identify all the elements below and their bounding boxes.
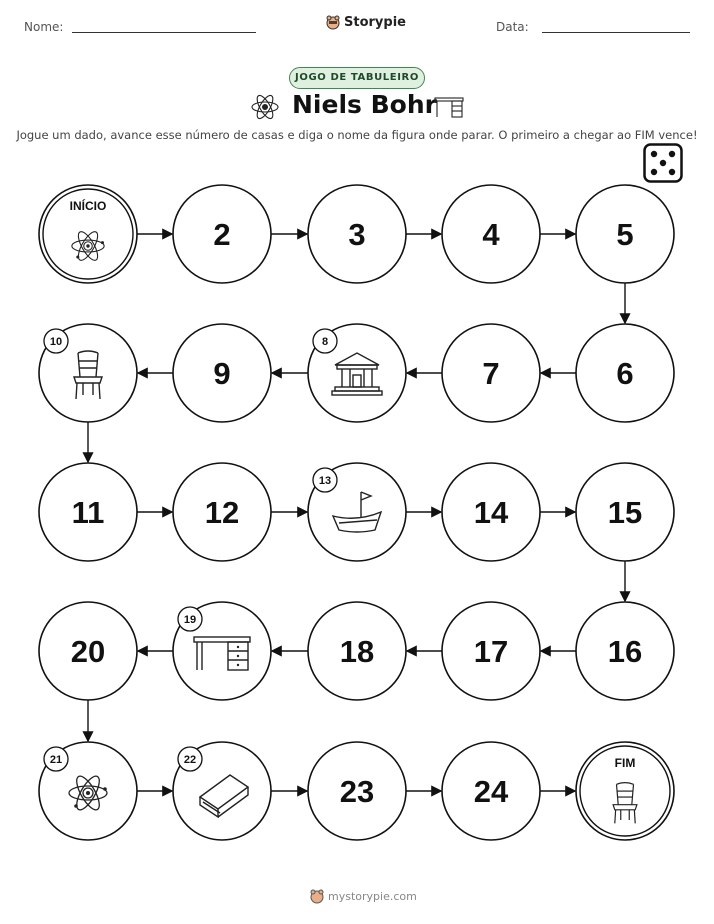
bear-icon (310, 888, 324, 904)
cell-number: 22 (183, 754, 197, 766)
cell-number: 19 (183, 614, 197, 626)
cell-number: 24 (473, 774, 509, 809)
cell-number: 12 (204, 495, 240, 530)
start-label: INÍCIO (69, 199, 107, 213)
board-cell-23[interactable] (308, 742, 406, 840)
cell-number: 4 (482, 217, 500, 252)
cell-number: 16 (607, 634, 643, 669)
cell-number: 23 (339, 774, 375, 809)
cell-number: 14 (473, 495, 509, 530)
board-cell-25[interactable] (576, 742, 674, 840)
board-cell-12[interactable] (173, 463, 271, 561)
name-label: Nome: (24, 20, 64, 34)
board-cell-16[interactable] (576, 602, 674, 700)
game-type-badge: JOGO DE TABULEIRO (289, 67, 425, 89)
board-cell-13[interactable] (308, 463, 406, 561)
board-cell-18[interactable] (308, 602, 406, 700)
cell-number: 7 (482, 356, 500, 391)
board-cell-11[interactable] (39, 463, 137, 561)
cell-number: 10 (49, 336, 63, 348)
cell-number: 21 (49, 754, 63, 766)
board-cell-5[interactable] (576, 185, 674, 283)
board-cell-1[interactable] (39, 185, 137, 283)
board-cell-24[interactable] (442, 742, 540, 840)
cell-number: 5 (616, 217, 634, 252)
board-cell-22[interactable] (173, 742, 271, 840)
cell-number: 2 (213, 217, 231, 252)
board-cell-14[interactable] (442, 463, 540, 561)
board-cell-15[interactable] (576, 463, 674, 561)
date-label: Data: (496, 20, 529, 34)
board-cell-4[interactable] (442, 185, 540, 283)
cell-number: 17 (473, 634, 509, 669)
page-title: Niels Bohr (292, 90, 437, 119)
footer (310, 888, 417, 904)
cell-number: 13 (318, 475, 332, 487)
instructions: Jogue um dado, avance esse número de casas e diga o nome da figura onde parar. O primeiro a chegar ao FIM vence! (16, 128, 698, 142)
board-cell-3[interactable] (308, 185, 406, 283)
board-cell-10[interactable] (39, 324, 137, 422)
brand-name: Storypie (344, 14, 406, 30)
board-cell-17[interactable] (442, 602, 540, 700)
cell-number: 8 (321, 336, 329, 348)
cell-number: 9 (213, 356, 231, 391)
cell-number: 3 (348, 217, 366, 252)
cell-number: 15 (607, 495, 643, 530)
board-cell-19[interactable] (173, 602, 271, 700)
board-cell-8[interactable] (308, 324, 406, 422)
footer-url: mystorypie.com (328, 889, 417, 903)
end-label: FIM (614, 756, 636, 770)
board-cell-20[interactable] (39, 602, 137, 700)
cell-number: 20 (70, 634, 106, 669)
board-cell-6[interactable] (576, 324, 674, 422)
board-cell-2[interactable] (173, 185, 271, 283)
cell-number: 6 (616, 356, 634, 391)
board-cell-21[interactable] (39, 742, 137, 840)
board-cell-7[interactable] (442, 324, 540, 422)
cell-number: 11 (71, 495, 105, 530)
board-cell-9[interactable] (173, 324, 271, 422)
cell-number: 18 (339, 634, 375, 669)
